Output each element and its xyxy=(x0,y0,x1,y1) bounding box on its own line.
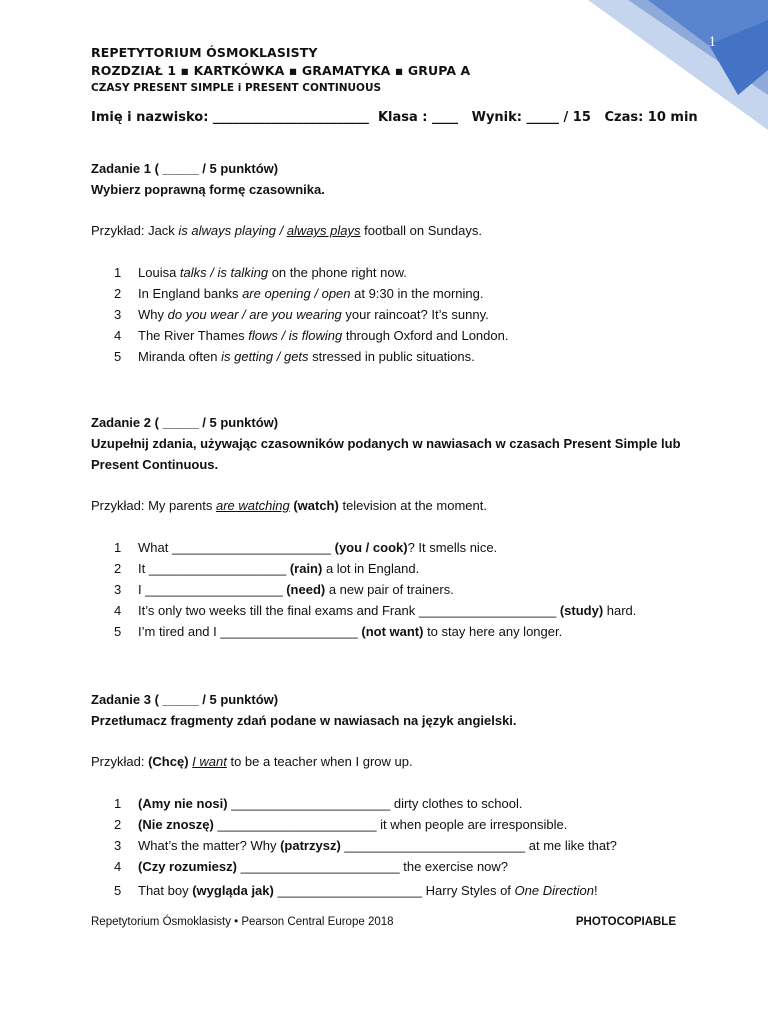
document-footer xyxy=(91,916,676,928)
page-number: 1 xyxy=(708,34,716,50)
task-1-item: 3 Why do you wear / are you wearing your raincoat? It’s sunny. xyxy=(114,307,489,322)
task-1 xyxy=(91,158,691,367)
footer-copyright: Repetytorium Ósmoklasisty • Pearson Central Europe 2018 xyxy=(91,916,394,928)
task-3-instruction: Przetłumacz fragmenty zdań podane w nawiasach na język angielski. xyxy=(91,713,517,728)
task-2-item: 4 It’s only two weeks till the final exams and Frank ___________________ (study) hard. xyxy=(114,603,637,618)
task-1-item: 2 In England banks are opening / open at 9:30 in the morning. xyxy=(114,286,484,301)
task-2-item: 2 It ___________________ (rain) a lot in England. xyxy=(114,561,420,576)
footer-photocopiable: PHOTOCOPIABLE xyxy=(575,916,676,928)
task-3-title: Zadanie 3 ( _____ / 5 punktów) xyxy=(91,692,279,707)
task-2-instruction-line-2: Present Continuous. xyxy=(91,457,219,472)
task-3 xyxy=(91,689,691,901)
task-2-item: 1 What ______________________ (you / cook)? It smells nice. xyxy=(114,540,498,555)
task-3-items xyxy=(91,793,691,901)
task-3-item: 3 What’s the matter? Why (patrzysz) _________________________ at me like that? xyxy=(114,838,617,853)
task-1-example: Przykład: Jack is always playing / always plays football on Sundays. xyxy=(91,223,482,238)
task-2-items xyxy=(91,537,691,642)
task-3-item: 2 (Nie znoszę) ______________________ it when people are irresponsible. xyxy=(114,817,568,832)
task-1-title: Zadanie 1 ( _____ / 5 punktów) xyxy=(91,161,279,176)
task-2-example: Przykład: My parents are watching (watch) television at the moment. xyxy=(91,498,487,513)
task-2-item: 3 I ___________________ (need) a new pair of trainers. xyxy=(114,582,454,597)
header-line-3: CZASY PRESENT SIMPLE i PRESENT CONTINUOUS xyxy=(91,82,382,94)
task-3-item: 4 (Czy rozumiesz) ______________________ the exercise now? xyxy=(114,859,509,874)
task-2-instruction-line-1: Uzupełnij zdania, używając czasowników podanych w nawiasach w czasach Present Simple lub xyxy=(91,436,681,451)
task-1-item: 4 The River Thames flows / is flowing through Oxford and London. xyxy=(114,328,509,343)
student-info-line: Imię i nazwisko: ________________________ Klasa : ____ Wynik: _____ / 15 Czas: 10 min xyxy=(91,110,698,125)
task-2-title: Zadanie 2 ( _____ / 5 punktów) xyxy=(91,415,279,430)
document-header xyxy=(91,44,470,96)
task-1-instruction: Wybierz poprawną formę czasownika. xyxy=(91,182,325,197)
task-3-item: 1 (Amy nie nosi) ______________________ dirty clothes to school. xyxy=(114,796,523,811)
task-1-item: 1 Louisa talks / is talking on the phone right now. xyxy=(114,265,407,280)
task-3-item: 5 That boy (wygląda jak) ____________________ Harry Styles of One Direction! xyxy=(114,883,598,898)
header-line-1: REPETYTORIUM ÓSMOKLASISTY xyxy=(91,45,318,60)
task-3-example: Przykład: (Chcę) I want to be a teacher when I grow up. xyxy=(91,754,413,769)
task-2-item: 5 I’m tired and I ___________________ (not want) to stay here any longer. xyxy=(114,624,563,639)
header-line-2: ROZDZIAŁ 1 ▪ KARTKÓWKA ▪ GRAMATYKA ▪ GRUPA A xyxy=(91,63,471,78)
task-1-item: 5 Miranda often is getting / gets stressed in public situations. xyxy=(114,349,475,364)
task-1-items xyxy=(91,262,691,367)
task-2 xyxy=(91,412,691,642)
